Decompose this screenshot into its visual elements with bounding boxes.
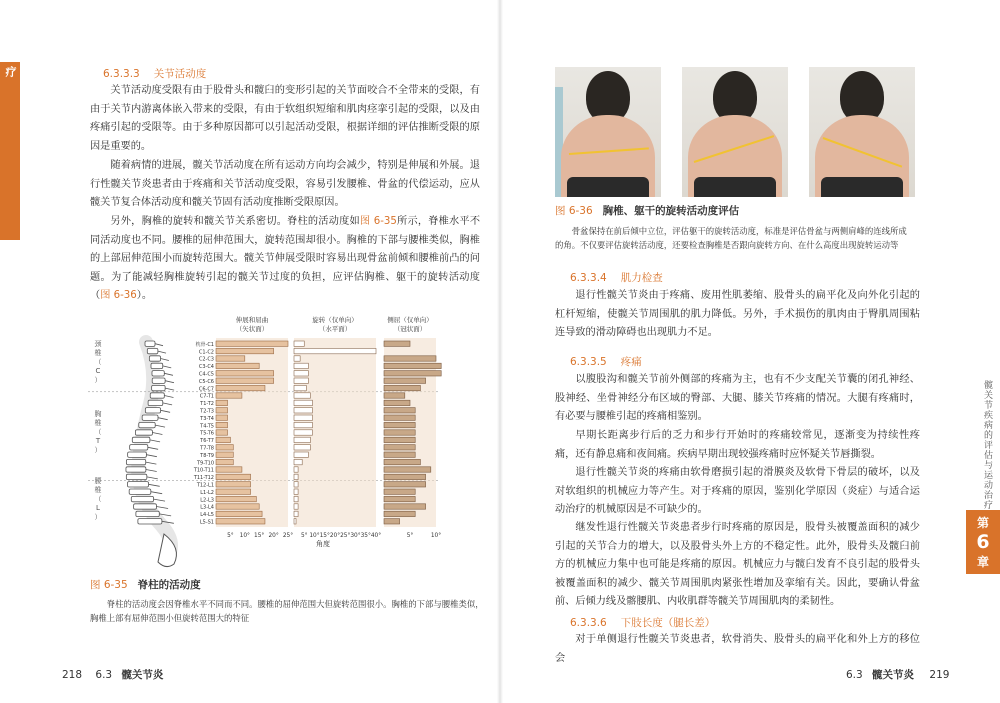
section-number: 6.3.3.6	[570, 617, 607, 629]
tick-label: 15°	[254, 533, 265, 539]
bar-1-24	[294, 519, 296, 524]
spinous-process-12	[152, 433, 162, 435]
vertebra-8	[148, 400, 163, 405]
bar-2-5	[384, 378, 426, 383]
bar-0-8	[216, 400, 228, 405]
tick-label: 10°	[309, 533, 320, 539]
region-label-char: ）	[94, 512, 102, 521]
bar-1-6	[294, 385, 306, 390]
category-label: T5-T6	[200, 430, 214, 437]
photo-rotation-right	[682, 67, 788, 197]
side-tab-right-text: 髋关节疾病的评估与运动治疗	[982, 380, 992, 510]
bar-1-20	[294, 489, 298, 494]
bar-2-6	[384, 385, 420, 390]
bar-0-13	[216, 437, 230, 442]
vertebra-4	[152, 371, 164, 376]
section-title: 关节活动度	[153, 68, 207, 80]
bar-2-4	[384, 371, 441, 376]
page-number-right: 219	[929, 669, 950, 681]
category-label: C4-C5	[198, 371, 214, 378]
region-label-char: 腰	[94, 476, 102, 485]
spinous-process-7	[164, 396, 173, 398]
bar-2-3	[384, 363, 441, 368]
region-label-char: T	[95, 437, 101, 446]
bar-1-8	[294, 400, 312, 405]
spinous-process-11	[155, 425, 165, 427]
spinous-process-18	[147, 477, 158, 479]
panel-title: 旋转（仅单向）	[312, 316, 358, 324]
figure-ref-6-36[interactable]: 图 6-36	[100, 290, 137, 302]
vertebra-22	[134, 504, 157, 509]
book-gutter	[497, 0, 503, 703]
figure-title: 脊柱的活动度	[137, 579, 201, 591]
region-label-char: ）	[94, 446, 102, 455]
bar-1-10	[294, 415, 312, 420]
panel-headers	[236, 315, 433, 333]
category-label: T4-T5	[200, 423, 214, 430]
chapter-badge	[966, 510, 1000, 574]
tick-label: 20°	[268, 533, 279, 539]
tick-label: 5°	[406, 533, 414, 539]
section-heading-6-3-3-5	[570, 354, 642, 369]
category-label: T9-T10	[197, 460, 214, 467]
figure-caption-6-35	[90, 577, 201, 592]
paragraph-leg-length: 对于单侧退行性髋关节炎患者，软骨消失、股骨头的扁平化和外上方的移位会	[555, 634, 920, 664]
spinous-process-17	[146, 470, 157, 472]
bar-1-7	[294, 393, 310, 398]
spinous-process-5	[165, 381, 174, 383]
chart-bars	[216, 338, 441, 527]
tick-label: 5°	[227, 533, 234, 539]
panel-title: 伸展和屈曲	[235, 316, 269, 324]
spinous-process-8	[163, 403, 172, 405]
bar-2-18	[384, 474, 426, 479]
spinous-process-15	[146, 455, 157, 457]
bar-1-23	[294, 511, 298, 516]
side-tab-left	[0, 62, 37, 240]
para3-text-b: 所示，脊椎水平不同活动度也不同。腰椎的屈伸范围大，旋转范围却很小。胸椎的下部与腰椎类似，胸椎的上部屈伸范围小而旋转范围大。髋关节伸展受限时容易出现骨盆前倾和腰椎前凸的问题。为了能减轻胸椎旋转引起的髋关节过度的负担，应评估胸椎、躯干的旋转活动度（	[90, 216, 481, 302]
bar-0-7	[216, 393, 242, 398]
paragraph-pain-1: 以腹股沟和髋关节前外侧部的疼痛为主，也有不少支配关节囊的闭孔神经、股神经、坐骨神经分布区域的臀部、大腿、膝关节疼痛的情况。大腿有疼痛时，有必要与腰椎引起的疼痛相鉴别。	[555, 374, 920, 423]
bar-1-21	[294, 496, 298, 501]
footer-right	[846, 667, 949, 682]
spinous-process-4	[164, 373, 173, 375]
category-label: T8-T9	[200, 452, 214, 459]
bar-0-1	[216, 348, 274, 353]
footer-section-right: 6.3	[846, 669, 863, 681]
tick-label: 30°	[350, 533, 361, 539]
bar-0-22	[216, 504, 259, 509]
figure-title: 胸椎、躯干的旋转活动度评估	[602, 205, 740, 217]
bar-1-15	[294, 452, 308, 457]
category-labels	[193, 341, 214, 526]
vertebra-0	[145, 341, 155, 346]
bar-0-24	[216, 519, 265, 524]
section-heading-6-3-3-6	[570, 615, 715, 630]
category-label: C6-C7	[198, 386, 214, 393]
bar-2-14	[384, 445, 415, 450]
bar-2-16	[384, 459, 420, 464]
category-label: T3-T4	[200, 415, 214, 422]
figure-note-6-36: 骨盆保持在前后倾中立位，评估躯干的旋转活动度，标准是评估骨盆与两侧肩峰的连线所成的角。不仅要评估旋转活动度，还要检查胸椎是否跟向旋转方向、在什么高度出现旋转运动等	[555, 226, 907, 250]
paragraph-rom-1: 关节活动度受限有由于股骨头和髋臼的变形引起的关节面咬合不全带来的受限，有由于关节内游离体嵌入带来的受限，有由于软组织短缩和肌肉痉挛引起的受限，以及由疼痛引起的受限等。由于多种原因都可以引起活动受限，根据详细的评估推断受限的原因是重要的。	[90, 85, 480, 152]
bar-1-3	[294, 363, 308, 368]
bar-0-21	[216, 496, 256, 501]
tick-label: 25°	[282, 533, 294, 539]
figure-number: 图 6-35	[90, 579, 128, 591]
region-label-char: 椎	[94, 419, 102, 428]
bar-1-22	[294, 504, 298, 509]
tick-label: 20°	[329, 533, 341, 539]
category-label: L2-L3	[200, 497, 214, 504]
bar-0-4	[216, 371, 274, 376]
tick-label: 15°	[319, 533, 330, 539]
category-label: T10-T11	[193, 467, 214, 474]
bar-1-0	[294, 341, 304, 346]
category-label: C2-C3	[198, 356, 214, 363]
region-label-char: （	[94, 428, 102, 437]
category-label: L3-L4	[200, 504, 214, 511]
vertebra-11	[139, 422, 155, 427]
chapter-suffix: 章	[976, 555, 989, 569]
paragraph-pain-2: 早期长距离步行后的乏力和步行开始时的疼痛较常见，逐渐变为持续性疼痛，还有静息痛和夜间痛。疾病早期出现较强疼痛时应怀疑关节唇撕裂。	[555, 430, 920, 460]
category-label: C5-C6	[198, 378, 214, 385]
category-label: L4-L5	[200, 512, 214, 519]
region-label-char: 椎	[94, 485, 102, 494]
spinous-process-14	[148, 447, 158, 449]
spinous-process-20	[151, 492, 162, 494]
bar-1-4	[294, 371, 308, 376]
bar-0-20	[216, 489, 251, 494]
footer-title-right: 髋关节炎	[872, 669, 915, 681]
bar-2-22	[384, 504, 426, 509]
region-label-char: （	[94, 357, 102, 366]
bar-0-6	[216, 385, 265, 390]
section-title: 下肢长度（腿长差）	[620, 617, 716, 629]
tick-label: 10°	[239, 533, 250, 539]
photo-rotation-left	[809, 67, 915, 197]
bar-2-7	[384, 393, 405, 398]
vertebra-17	[126, 467, 146, 472]
region-label-char: C	[95, 366, 101, 375]
bar-0-18	[216, 474, 251, 479]
vertebra-24	[138, 519, 162, 524]
category-label: L1-L2	[200, 489, 214, 496]
vertebra-3	[151, 363, 163, 368]
bar-1-9	[294, 408, 312, 413]
page-number-left: 218	[62, 669, 83, 681]
footer-left	[62, 667, 163, 682]
vertebra-19	[127, 482, 148, 487]
vertebra-6	[152, 385, 166, 390]
vertebra-20	[129, 489, 151, 494]
section-number: 6.3.3.3	[103, 68, 140, 80]
side-tab-left-text: 髋关节功能障碍评估和手法治疗	[4, 66, 37, 235]
bar-0-14	[216, 445, 233, 450]
paragraph-pain-3: 退行性髋关节炎的疼痛由软骨磨损引起的滑膜炎及软骨下骨层的破坏，以及对软组织的机械应力等产生。对于疼痛的原因，鉴别化学原因（炎症）与适合运动治疗的机械原因是不可缺少的。	[555, 467, 920, 516]
chapter-number: 6	[976, 531, 990, 553]
bar-2-20	[384, 489, 415, 494]
bar-0-3	[216, 363, 259, 368]
section-number: 6.3.3.4	[570, 272, 607, 284]
spinous-process-19	[149, 484, 160, 486]
bar-1-13	[294, 437, 310, 442]
bar-0-11	[216, 422, 228, 427]
bar-2-9	[384, 408, 415, 413]
bar-1-5	[294, 378, 308, 383]
bar-2-0	[384, 341, 410, 346]
region-label-char: ）	[94, 375, 102, 384]
region-label-char: 椎	[94, 348, 102, 357]
bar-2-23	[384, 511, 415, 516]
region-label-char: 胸	[94, 410, 102, 419]
vertebra-10	[142, 415, 158, 420]
bar-2-11	[384, 422, 415, 427]
category-label: C3-C4	[198, 364, 214, 371]
spinous-process-21	[154, 499, 166, 501]
vertebra-12	[135, 430, 152, 435]
bar-2-2	[384, 356, 436, 361]
section-heading-6-3-3-4	[570, 270, 663, 285]
vertebra-18	[126, 474, 147, 479]
bar-2-8	[384, 400, 410, 405]
figure-number: 图 6-36	[555, 205, 593, 217]
bar-2-21	[384, 496, 415, 501]
bar-2-10	[384, 415, 415, 420]
spinous-process-3	[163, 366, 172, 368]
category-label: T2-T3	[200, 408, 214, 415]
category-label: C1-C2	[198, 349, 214, 356]
bar-1-11	[294, 422, 312, 427]
tick-label: 5°	[300, 533, 308, 539]
bar-0-5	[216, 378, 274, 383]
figure-6-35-spine-rom-chart	[88, 312, 448, 572]
section-heading-6-3-3-3	[103, 66, 206, 81]
bar-1-14	[294, 445, 310, 450]
bar-2-19	[384, 482, 426, 487]
bar-0-12	[216, 430, 228, 435]
footer-title-left: 髋关节炎	[121, 669, 164, 681]
bar-2-24	[384, 519, 400, 524]
bar-0-16	[216, 459, 233, 464]
vertebra-16	[126, 459, 145, 464]
bar-0-17	[216, 467, 242, 472]
bar-1-2	[294, 356, 300, 361]
panel-subtitle: （冠状面）	[393, 325, 427, 333]
panel-subtitle: （水平面）	[318, 325, 352, 333]
figure-ref-6-35[interactable]: 图 6-35	[359, 216, 397, 227]
category-label: T1-T2	[200, 401, 214, 408]
figure-note-6-35: 脊柱的活动度会因脊椎水平不同而不同。腰椎的屈伸范围大但旋转范围很小。胸椎的下部与腰椎类似，胸椎上部有屈伸范围小但旋转范围大的特征	[90, 599, 484, 623]
section-title: 肌力检查	[620, 272, 663, 284]
chapter-prefix: 第	[976, 516, 989, 530]
tick-label: 35°	[360, 533, 371, 539]
category-label: L5-S1	[199, 519, 214, 526]
category-label: T7-T8	[200, 445, 214, 452]
paragraph-rom-2: 随着病情的进展，髋关节活动度在所有运动方向均会减少，特别是伸展和外展。退行性髋关节炎患者由于疼痛和关节活动度受限，容易引发腰椎、骨盆的代偿运动，应从髋关节复合体活动度和髋关节固有活动度推断受限原因。	[90, 160, 480, 209]
bar-2-15	[384, 452, 415, 457]
footer-section-left: 6.3	[95, 669, 113, 681]
bar-1-1	[294, 348, 376, 353]
vertebra-14	[130, 445, 148, 450]
bar-2-12	[384, 430, 415, 435]
bar-1-16	[294, 459, 302, 464]
tick-label: 25°	[340, 533, 351, 539]
paragraph-muscle-strength: 退行性髋关节炎由于疼痛、废用性肌萎缩、股骨头的扁平化及向外化引起的杠杆短缩，使髋关节周围肌的肌力降低。另外，手术损伤的肌肉由于臀肌周围粘连导致的滑动障碍也出现肌力不足。	[555, 290, 920, 339]
bar-0-15	[216, 452, 233, 457]
vertebra-2	[149, 356, 160, 361]
bar-0-9	[216, 408, 228, 413]
bar-1-12	[294, 430, 312, 435]
axis-ticks	[227, 533, 441, 539]
spinous-process-1	[158, 351, 166, 353]
tick-label: 40°	[370, 533, 382, 539]
spinous-process-6	[165, 388, 174, 390]
bar-2-17	[384, 467, 431, 472]
region-label-char: L	[96, 503, 100, 512]
vertebra-7	[150, 393, 164, 398]
bar-0-0	[216, 341, 288, 346]
category-label: T11-T12	[193, 475, 214, 482]
photo-rotation-neutral	[555, 67, 661, 197]
bar-0-23	[216, 511, 262, 516]
spinous-process-2	[161, 359, 169, 361]
paragraph-rom-3	[90, 213, 480, 306]
tick-label: 10°	[430, 533, 442, 539]
para3-text-a: 另外，胸椎的旋转和髋关节关系密切。脊柱的活动度如	[110, 216, 360, 227]
bar-2-13	[384, 437, 415, 442]
bar-0-2	[216, 356, 245, 361]
vertebra-21	[131, 496, 153, 501]
vertebra-5	[152, 378, 165, 383]
vertebra-13	[132, 437, 150, 442]
vertebra-1	[147, 348, 158, 353]
vertebra-9	[145, 408, 160, 413]
category-label: T6-T7	[200, 438, 214, 445]
vertebra-15	[128, 452, 147, 457]
spinous-process-10	[158, 418, 168, 420]
spine-illustration	[126, 341, 177, 567]
category-label: C7-T1	[199, 393, 214, 400]
side-tab-right	[976, 380, 1000, 510]
category-label: 枕骨-C1	[195, 341, 214, 348]
panel-title: 侧屈（仅单向）	[387, 316, 433, 324]
spinous-process-16	[146, 462, 157, 464]
spinous-process-22	[156, 507, 168, 509]
region-label-char: 颈	[94, 339, 102, 348]
x-axis-label: 角度	[316, 540, 330, 548]
bar-1-19	[294, 482, 298, 487]
section-title: 疼痛	[620, 356, 642, 368]
para3-text-c: ）。	[136, 290, 153, 302]
panel-subtitle: （矢状面）	[235, 325, 269, 333]
spinous-process-13	[150, 440, 160, 442]
bar-0-10	[216, 415, 228, 420]
vertebra-23	[136, 511, 159, 516]
category-label: T12-L1	[196, 482, 214, 489]
spinous-process-0	[155, 344, 163, 346]
bar-0-19	[216, 482, 251, 487]
bar-1-17	[294, 467, 298, 472]
paragraph-pain-4: 继发性退行性髋关节炎患者步行时疼痛的原因是，股骨头被覆盖面积的减少引起的关节合力的增大，以及股骨头外上方的不稳定性。此外，股骨头及髋臼前方的机械应力集中也可能是疼痛的原因。机械应力与髋臼发育不良引起的股骨头被覆盖面积的减少、髋关节周围肌肉紧张性增加及挛缩有关。因此，要确认骨盆前、后倾力线及髂腰肌、内收肌群等髋关节周围肌肉的柔韧性。	[555, 522, 920, 608]
bar-1-18	[294, 474, 298, 479]
region-label-char: （	[94, 494, 102, 503]
figure-caption-6-36	[555, 203, 739, 218]
section-number: 6.3.3.5	[570, 356, 607, 368]
spinous-process-9	[161, 410, 171, 412]
